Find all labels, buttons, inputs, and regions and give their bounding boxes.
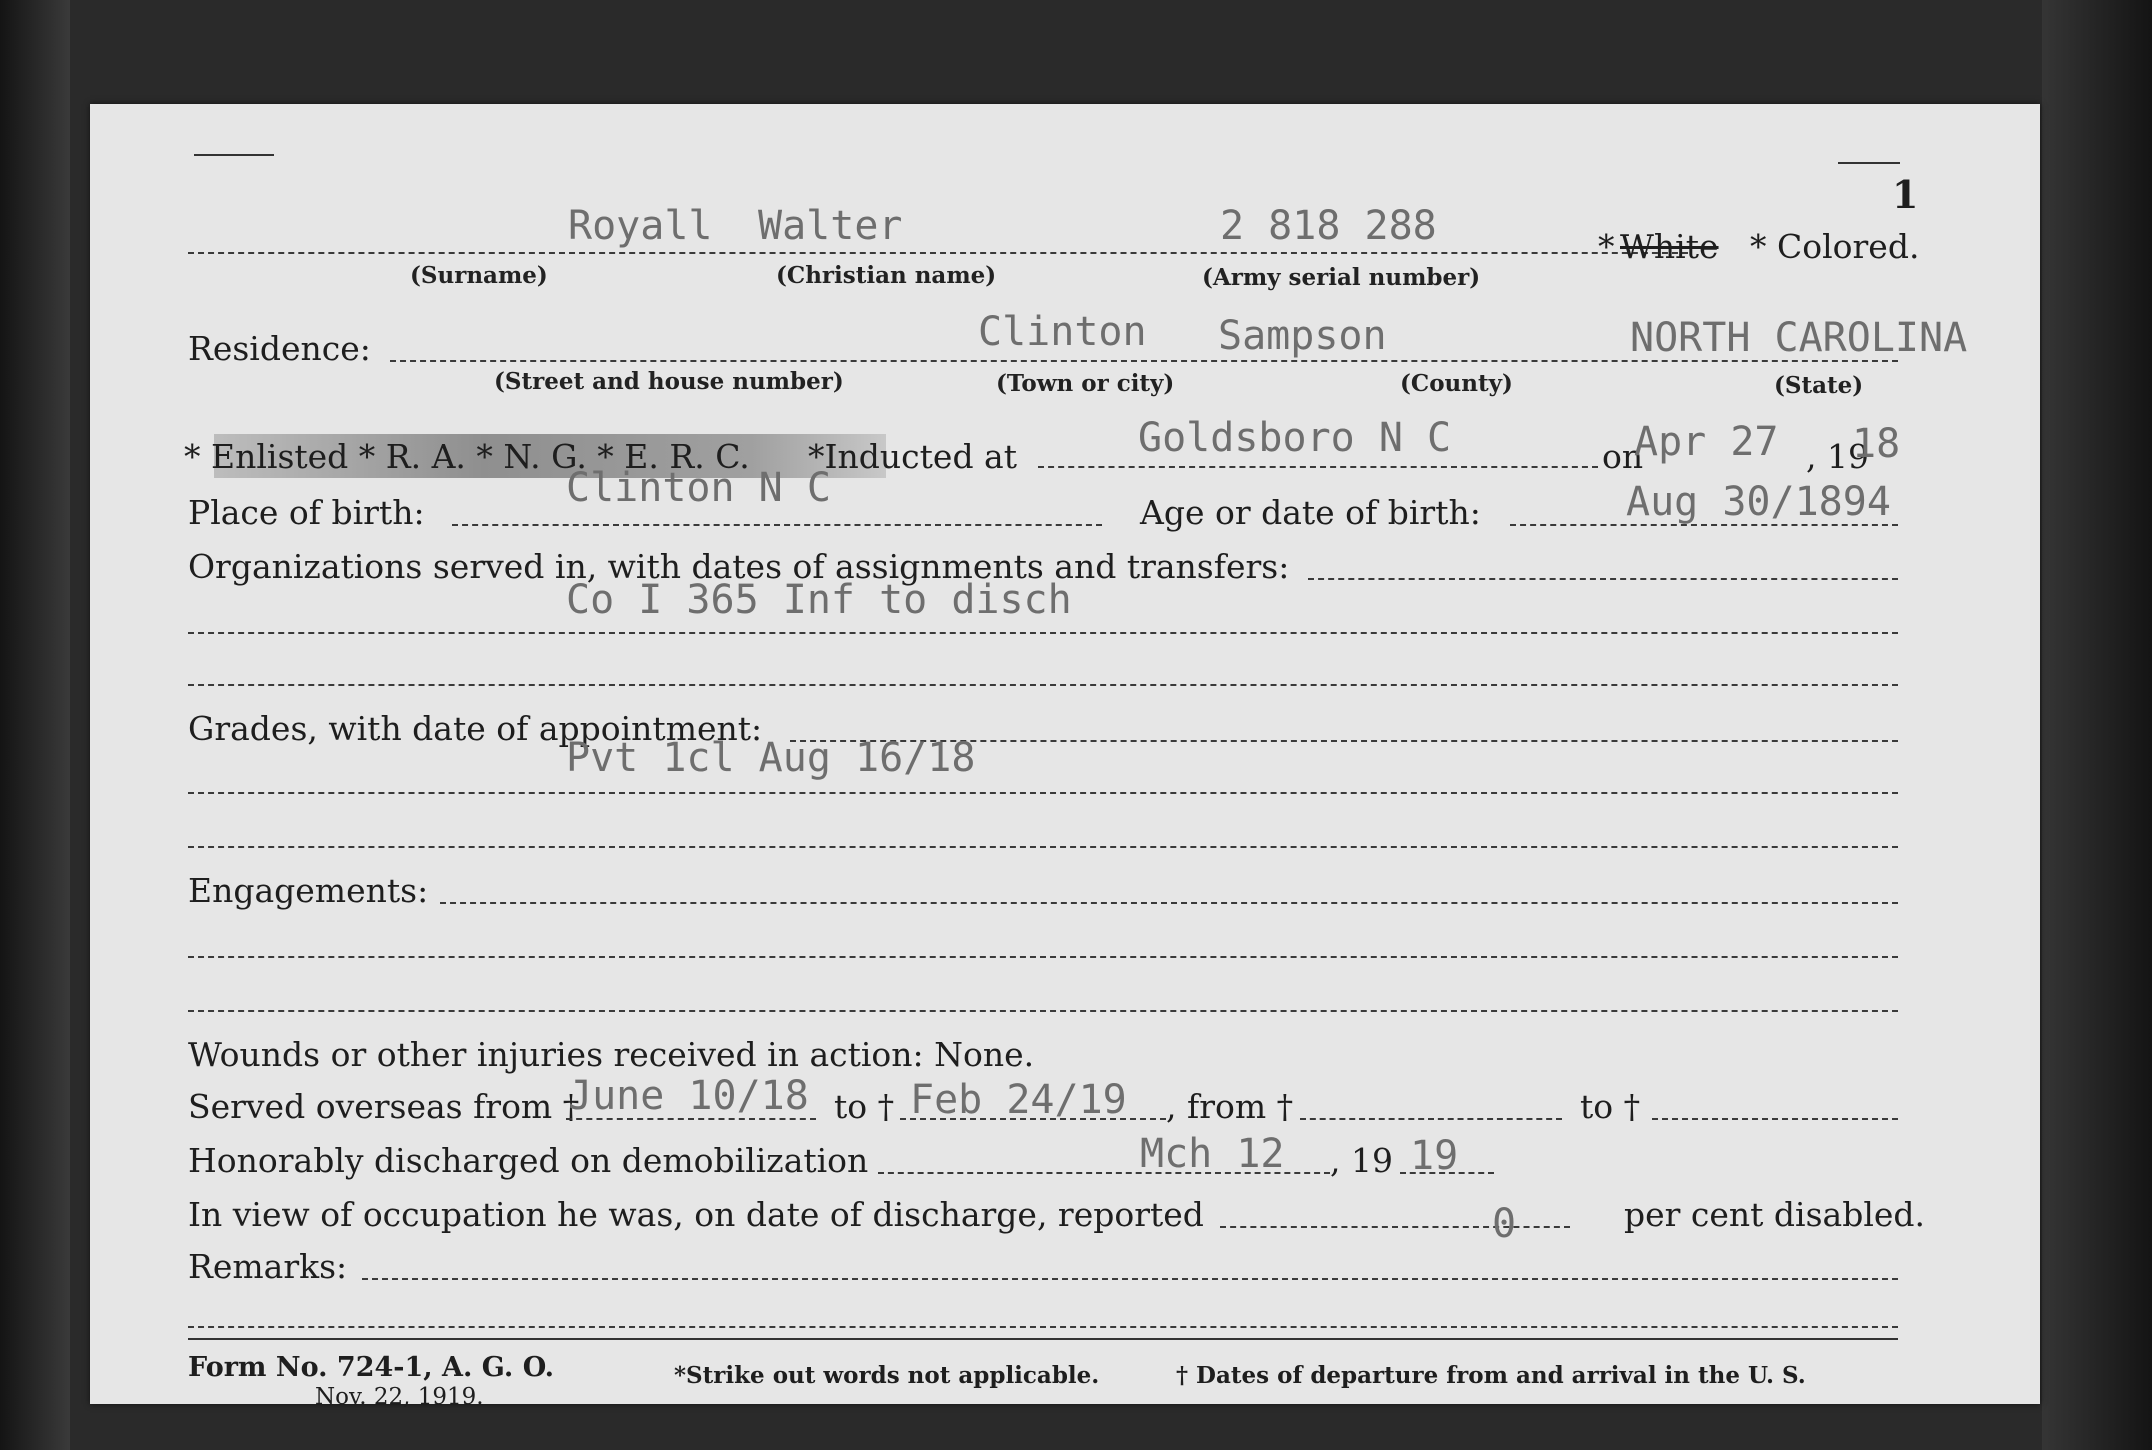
organizations-value: Co I 365 Inf to disch <box>566 577 1072 623</box>
occupation-label: In view of occupation he was, on date of discharge, reported <box>188 1195 1204 1234</box>
overseas-from2-line <box>1300 1118 1562 1120</box>
top-left-mark <box>194 154 274 156</box>
town-value: Clinton <box>978 309 1147 355</box>
overseas-to-value: Feb 24/19 <box>910 1077 1127 1123</box>
footnote-strike: *Strike out words not applicable. <box>674 1362 1100 1389</box>
organizations-line-3 <box>188 684 1898 686</box>
engagements-line-1 <box>440 902 1898 904</box>
footnote-dates: † Dates of departure from and arrival in the U. S. <box>1176 1362 1806 1389</box>
birthplace-line <box>452 524 1102 526</box>
discharged-label: Honorably discharged on demobilization <box>188 1141 869 1180</box>
grades-value: Pvt 1cl Aug 16/18 <box>566 735 976 781</box>
christian-name-caption: (Christian name) <box>776 262 997 289</box>
residence-line <box>390 360 1898 362</box>
organizations-line-1 <box>1308 578 1898 580</box>
engagements-label: Engagements: <box>188 871 429 910</box>
overseas-from2-label: , from † <box>1166 1087 1294 1126</box>
inducted-year-value: 18 <box>1852 421 1901 467</box>
engagements-line-3 <box>188 1010 1898 1012</box>
remarks-label: Remarks: <box>188 1247 348 1286</box>
footer-rule <box>188 1338 1898 1340</box>
top-right-mark <box>1838 162 1900 164</box>
race-colored: * Colored. <box>1750 227 1920 266</box>
name-line <box>188 252 1688 254</box>
service-record-card <box>90 104 2040 1410</box>
surname-caption: (Surname) <box>410 262 548 289</box>
overseas-to-label: to † <box>834 1087 895 1126</box>
race-white-struck: White <box>1620 227 1719 266</box>
disabled-value: 0 <box>1492 1201 1517 1247</box>
wounds-text: Wounds or other injuries received in action: None. <box>188 1035 1035 1074</box>
on-label: on <box>1602 437 1644 476</box>
inducted-line <box>1038 466 1598 468</box>
state-value: NORTH CAROLINA <box>1630 315 1968 361</box>
remarks-line-1 <box>362 1278 1898 1280</box>
disabled-label: per cent disabled. <box>1624 1195 1926 1234</box>
inducted-label: *Inducted at <box>808 437 1017 476</box>
christian-name-value: Walter <box>758 203 903 249</box>
residence-label: Residence: <box>188 329 371 368</box>
form-number: Form No. 724-1, A. G. O. <box>188 1352 555 1383</box>
county-caption: (County) <box>1400 370 1513 397</box>
inducted-place-value: Goldsboro N C <box>1138 415 1452 461</box>
overseas-label: Served overseas from † <box>188 1087 580 1126</box>
surname-value: Royall <box>568 203 713 249</box>
town-caption: (Town or city) <box>996 370 1175 397</box>
birth-date-value: Aug 30/1894 <box>1626 479 1891 525</box>
organizations-label: Organizations served in, with dates of assignments and transfers: <box>188 547 1290 586</box>
serial-number-value: 2 818 288 <box>1220 203 1437 249</box>
overseas-to-line <box>900 1118 1166 1120</box>
scan-background-right <box>2042 0 2152 1450</box>
birthplace-value: Clinton N C <box>566 465 831 511</box>
discharge-year-line <box>1400 1172 1494 1174</box>
birthplace-label: Place of birth: <box>188 493 425 532</box>
discharge-year-value: 19 <box>1410 1133 1459 1179</box>
grades-label: Grades, with date of appointment: <box>188 709 763 748</box>
inducted-year-prefix: , 19 <box>1806 437 1869 476</box>
discharge-date-value: Mch 12 <box>1140 1131 1285 1177</box>
engagements-line-2 <box>188 956 1898 958</box>
serial-number-caption: (Army serial number) <box>1202 264 1481 291</box>
county-value: Sampson <box>1218 313 1387 359</box>
grades-line-3 <box>188 846 1898 848</box>
overseas-to2-line <box>1652 1118 1898 1120</box>
discharge-date-line <box>878 1172 1330 1174</box>
street-caption: (Street and house number) <box>494 368 844 395</box>
discharge-year-prefix: , 19 <box>1330 1141 1393 1180</box>
form-date: Nov. 22, 1919. <box>315 1384 484 1410</box>
enlisted-options: * Enlisted * R. A. * N. G. * E. R. C. <box>184 437 750 476</box>
overseas-from-line <box>566 1118 816 1120</box>
organizations-line-2 <box>188 632 1898 634</box>
age-label: Age or date of birth: <box>1140 493 1481 532</box>
grades-line-2 <box>188 792 1898 794</box>
scan-background-left <box>0 0 70 1450</box>
disabled-line <box>1220 1226 1570 1228</box>
state-caption: (State) <box>1774 372 1864 399</box>
remarks-line-2 <box>188 1326 1898 1328</box>
inducted-date-value: Apr 27 <box>1634 419 1779 465</box>
overseas-to2-label: to † <box>1580 1087 1641 1126</box>
race-prefix: * <box>1598 227 1615 266</box>
age-line <box>1510 524 1898 526</box>
card-number: 1 <box>1892 172 1919 217</box>
overseas-from-value: June 10/18 <box>568 1073 809 1119</box>
